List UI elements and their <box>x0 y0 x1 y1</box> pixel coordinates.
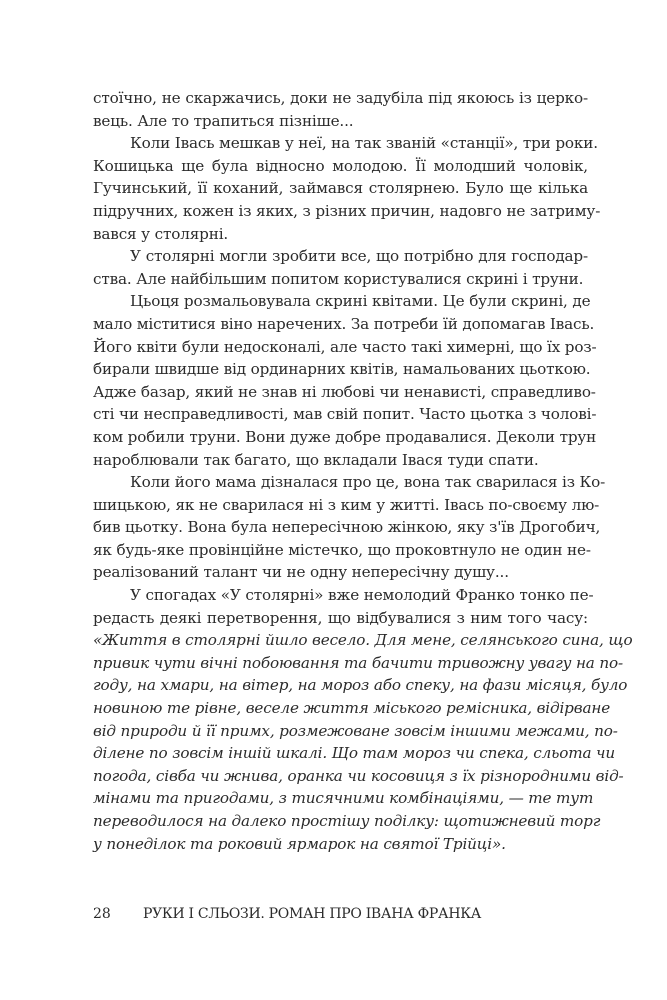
quote-line: привик чути вічні побоювання та бачити тривожну увагу на по- <box>93 653 624 672</box>
text-line: стоїчно, не скаржачись, доки не задубіла під якоюсь із церко- <box>93 89 588 107</box>
text-line: Адже базар, який не знав ні любові чи ненависті, справедливо- <box>93 382 596 401</box>
text-line: вався у столярні. <box>93 224 229 243</box>
quote-line: мінами та пригодами, з тисячними комбінаціями, — те тут <box>93 789 594 808</box>
text-line: сті чи несправедливості, мав свій попит. Часто цьотка з чолові- <box>93 405 597 424</box>
text-line: бив цьотку. Вона була непересічною жінкою, яку з'їв Дрогобич, <box>93 518 601 537</box>
paragraph <box>93 245 588 290</box>
text-line: Коли Івась мешкав у неї, на так званій «станції», три роки. <box>130 134 598 153</box>
page-number: 28 <box>93 906 111 922</box>
paragraph <box>93 132 601 245</box>
text-line: нароблювали так багато, що вкладали Івася туди спати. <box>93 450 539 469</box>
text-line: Кошицька ще була відносно молодою. Її молодший чоловік, <box>93 156 588 175</box>
text-line: редасть деякі перетворення, що відбувалися з ним того часу: <box>93 608 588 627</box>
text-line: як будь-яке провінційне містечко, що проковтнуло не один не- <box>93 540 591 559</box>
paragraph <box>93 584 633 855</box>
franko-quote <box>93 629 633 855</box>
text-line: мало міститися віно наречених. За потреби їй допомагав Івась. <box>93 314 595 333</box>
quote-line: погода, сівба чи жнива, оранка чи косовиця з їх різнородними від- <box>93 766 624 785</box>
paragraph <box>93 290 597 471</box>
page-footer <box>93 906 588 922</box>
text-line: Гучинський, її коханий, займався столярнею. Було ще кілька <box>93 179 588 198</box>
running-head: РУКИ І СЛЬОЗИ. РОМАН ПРО ІВАНА ФРАНКА <box>143 906 482 922</box>
text-line: ства. Але найбільшим попитом користувалися скрині і труни. <box>93 269 584 288</box>
quote-line: у понеділок та роковий ярмарок на святої Трійці». <box>93 834 506 853</box>
paragraph <box>93 471 606 584</box>
quote-line: від природи й її примх, розмежоване зовсім іншими межами, по- <box>93 721 618 740</box>
text-line: Його квіти були недосконалі, але часто такі химерні, що їх роз- <box>93 337 597 356</box>
text-line: Цьоця розмальовувала скрині квітами. Це були скрині, де <box>130 292 591 311</box>
text-line: Коли його мама дізналася про це, вона так сварилася із Ко- <box>130 473 606 492</box>
text-line: ком робили труни. Вони дуже добре продавалися. Деколи трун <box>93 427 597 446</box>
quote-line: ділене по зовсім іншій шкалі. Що там мороз чи спека, сльота чи <box>93 744 615 763</box>
text-line: підручних, кожен із яких, з різних причин, надовго не затриму- <box>93 201 601 220</box>
text-line: вець. Але то трапиться пізніше... <box>93 111 354 130</box>
text-line: У столярні могли зробити все, що потрібно для господар- <box>130 247 588 266</box>
text-line: реалізований талант чи не одну непересічну душу... <box>93 563 509 582</box>
text-line: У спогадах «У столярні» вже немолодий Франко тонко пе- <box>130 586 594 605</box>
text-line: шицькою, як не сварилася ні з ким у житті. Івась по-своєму лю- <box>93 495 600 514</box>
text-line: бирали швидше від ординарних квітів, намальованих цьоткою. <box>93 360 591 379</box>
page-body <box>93 87 633 855</box>
quote-line: «Життя в столярні йшло весело. Для мене, селянського сина, що <box>93 631 633 650</box>
quote-line: новиною те рівне, веселе життя міського ремісника, відірване <box>93 699 611 718</box>
quote-line: переводилося на далеко простішу поділку: щотижневий торг <box>93 812 601 830</box>
quote-line: году, на хмари, на вітер, на мороз або спеку, на фази місяця, було <box>93 676 628 695</box>
paragraph <box>93 87 588 132</box>
